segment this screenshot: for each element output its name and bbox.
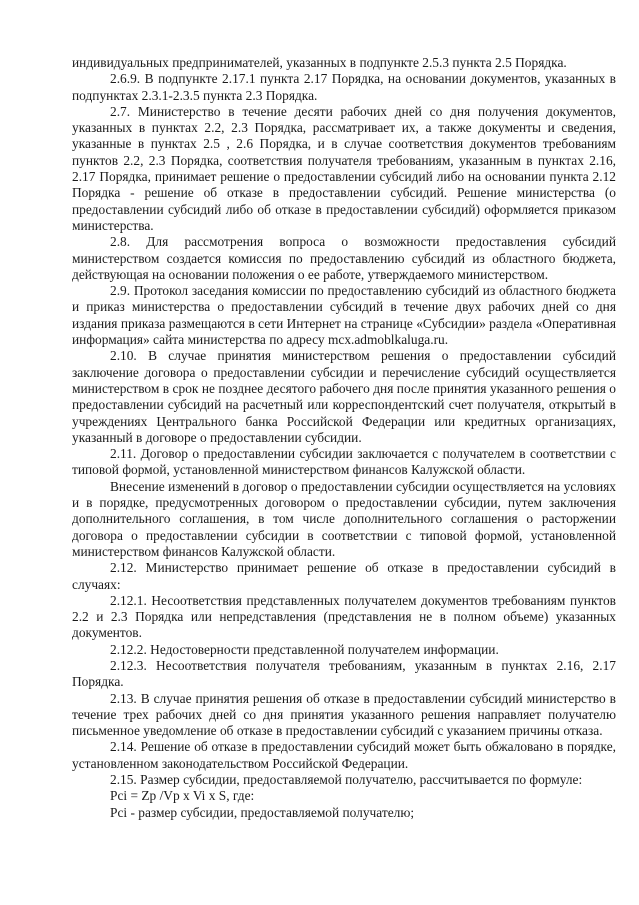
paragraph-2-14: 2.14. Решение об отказе в предоставлении субсидий может быть обжаловано в порядке, установленном законодательством Российской Федерации. xyxy=(72,739,616,771)
document-body xyxy=(72,55,616,821)
paragraph-2-9: 2.9. Протокол заседания комиссии по предоставлению субсидий из областного бюджета и приказ министерства о предоставлении субсидий в течение двух рабочих дней со дня издания приказа размещаются в сети Интернет на странице «Субсидии» раздела «Оперативная информация» сайта министерства по адресу mcx.admoblkaluga.ru. xyxy=(72,283,616,348)
paragraph-2-12-1: 2.12.1. Несоответствия представленных получателем документов требованиям пунктов 2.2 и 2.3 Порядка или непредставления (представления не в полном объеме) указанных документов. xyxy=(72,592,616,641)
paragraph-2-8: 2.8. Для рассмотрения вопроса о возможности предоставления субсидий министерством создается комиссия по предоставлению субсидий из областного бюджета, действующая на основании положения о ее работе, утверждаемого министерством. xyxy=(72,234,616,282)
formula: Pci = Zp /Vp x Vi x S, где: xyxy=(110,788,255,804)
paragraph-2-7: 2.7. Министерство в течение десяти рабочих дней со дня получения документов, указанных в пунктах 2.2, 2.3 Порядка, рассматривает их, а также документы и сведения, указанные в пунктах 2.5 , 2.6 Порядка, и в случае соответствия документов требованиям пунктов 2.2, 2.3 Порядка, соответствия получателя требованиям, указанным в пунктах 2.16, 2.17 Порядка, принимает решение о предоставлении субсидий либо на основании пункта 2.12 Порядка - решение об отказе в предоставлении субсидий. Решение министерства (о предоставлении субсидий либо об отказе в предоставлении субсидий) оформляется приказом министерства. xyxy=(72,103,616,233)
paragraph-2-6-9: 2.6.9. В подпункте 2.17.1 пункта 2.17 Порядка, на основании документов, указанных в подпунктах 2.3.1-2.3.5 пункта 2.3 Порядка. xyxy=(72,71,616,103)
formula-definition: Pci - размер субсидии, предоставляемой получателю; xyxy=(110,804,415,820)
paragraph-2-13: 2.13. В случае принятия решения об отказе в предоставлении субсидий министерство в течение трех рабочих дней со дня принятия указанного решения направляет получателю письменное уведомление об отказе в предоставлении субсидий с указанием причины отказа. xyxy=(72,690,616,739)
paragraph-2-12-3: 2.12.3. Несоответствия получателя требованиям, указанным в пунктах 2.16, 2.17 Порядка. xyxy=(72,657,616,690)
paragraph-2-12: 2.12. Министерство принимает решение об отказе в предоставлении субсидий в случаях: xyxy=(72,560,616,592)
paragraph-2-11: 2.11. Договор о предоставлении субсидии заключается с получателем в соответствии с типовой формой, установленной министерством финансов Калужской области. xyxy=(72,446,616,478)
paragraph-contract-changes: Внесение изменений в договор о предоставлении субсидии осуществляется на условиях и в порядке, предусмотренных договором о предоставлении субсидии, путем заключения дополнительного соглашения, в том числе дополнительного соглашения о расторжении договора о предоставлении субсидии в соответствии с типовой формой, установленной министерством финансов Калужской области. xyxy=(72,478,616,559)
paragraph-2-12-2: 2.12.2. Недостоверности представленной получателем информации. xyxy=(110,641,499,657)
paragraph: индивидуальных предпринимателей, указанных в подпункте 2.5.3 пункта 2.5 Порядка. xyxy=(72,55,567,70)
paragraph-2-10: 2.10. В случае принятия министерством решения о предоставлении субсидий заключение договора о предоставлении субсидии и перечисление субсидий осуществляется министерством в срок не позднее десятого рабочего дня после принятия указанного решения о предоставлении субсидий на расчетный или корреспондентский счет получателя, открытый в учреждениях Центрального банка Российской Федерации или кредитных организациях, указанный в договоре о предоставлении субсидии. xyxy=(72,348,616,445)
paragraph-2-15: 2.15. Размер субсидии, предоставляемой получателю, рассчитывается по формуле: xyxy=(110,772,583,788)
